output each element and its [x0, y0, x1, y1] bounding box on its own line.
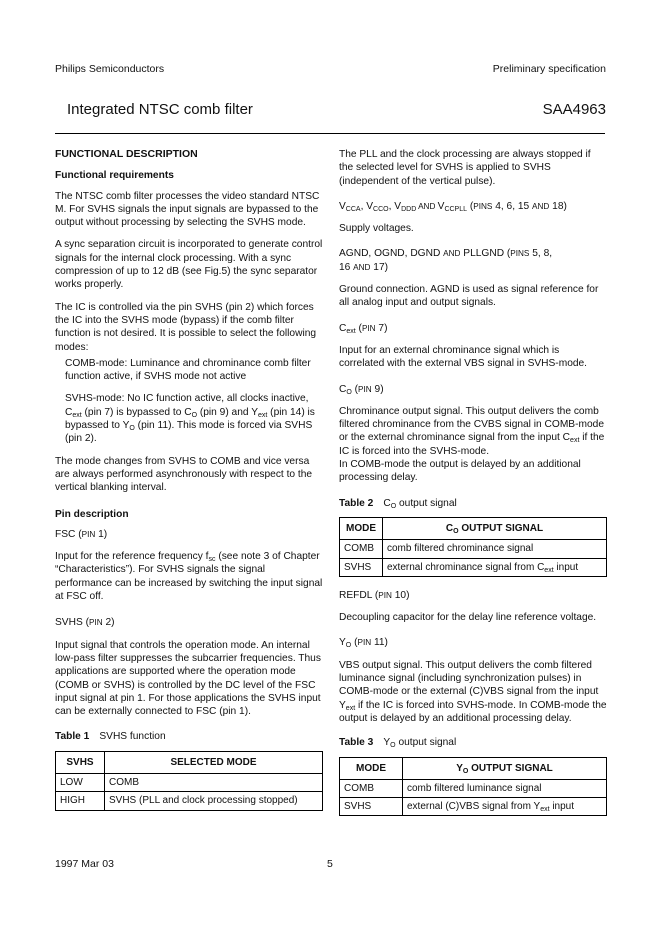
subsection-heading: Functional requirements	[55, 170, 174, 182]
table-cell: SVHS (PLL and clock processing stopped)	[105, 792, 323, 810]
table-cell: COMB	[105, 773, 323, 791]
table-cell: COMB	[340, 779, 403, 797]
table2-caption: Table 2 $C_O$ output signal	[339, 497, 457, 510]
section-heading: FUNCTIONAL DESCRIPTION	[55, 148, 198, 160]
table-cell: external (C)VBS signal from $Y_{ext}$ input	[403, 798, 607, 816]
document-title: Integrated NTSC comb filter	[67, 101, 253, 118]
table-cell: LOW	[56, 773, 105, 791]
paragraph: Input for the reference frequency $f_{sc}$ (see note 3 of Chapter “Characteristics”). For SVHS signals the signal performance can be increased by switching the input signal at FSC off.	[55, 551, 323, 603]
table2	[339, 517, 607, 577]
table-cell: comb filtered luminance signal	[403, 779, 607, 797]
table-cell: SVHS	[340, 798, 403, 816]
paragraph: A sync separation circuit is incorporated to generate control signals for the internal clock processing. With a sync compression of up to 12 dB (see Fig.5) the sync separator works properly.	[55, 239, 323, 291]
table1	[55, 751, 323, 811]
pin-heading-cext: $C_{ext}$ (PIN 7)	[339, 322, 388, 335]
table1-caption: Table 1 SVHS function	[55, 731, 166, 743]
paragraph: The NTSC comb filter processes the video standard NTSC M. For SVHS signals the input signals are bypassed to the output without processing by selecting the SVHS mode.	[55, 190, 320, 229]
table-row	[340, 779, 607, 797]
paragraph: Chrominance output signal. This output delivers the comb filtered chrominance from the CVBS signal in COMB-mode or the external chrominance signal from the input $C_{ext}$ if the IC is forced into the SVHS-mode. In COMB-mode the output is delayed by an additional processing delay.	[339, 405, 605, 484]
page-number: 5	[327, 858, 333, 870]
mode-item-comb: COMB-mode: Luminance and chrominance comb filter function active, if SVHS mode not active	[65, 357, 311, 383]
pin-heading-refdl: REFDL (PIN 10)	[339, 589, 410, 601]
header-rule	[55, 133, 605, 134]
table-row	[340, 558, 607, 576]
table-row	[56, 792, 323, 810]
paragraph: Ground connection. AGND is used as signal reference for all analog input and output signals.	[339, 284, 599, 309]
paragraph: The PLL and the clock processing are always stopped if the selected level for SVHS is applied to SVHS (independent of the vertical pulse).	[339, 149, 591, 187]
paragraph: Decoupling capacitor for the delay line reference voltage.	[339, 612, 597, 624]
paragraph: VBS output signal. This output delivers the comb filtered luminance signal (including synchronization pulses) in COMB-mode or the external (C)VBS signal from the input $Y_{ext}$ if the IC is forced into SVHS-mode. In COMB-mode the output is delayed by an additional processing delay.	[339, 659, 607, 724]
pin-heading-gnd: AGND, OGND, DGND AND PLLGND (PINS 5, 8, 16 AND 17)	[339, 248, 553, 273]
table-cell: SVHS	[340, 558, 383, 576]
table-cell: HIGH	[56, 792, 105, 810]
part-number: SAA4963	[542, 101, 606, 118]
table-header: $Y_O$ OUTPUT SIGNAL	[403, 757, 607, 779]
table-header: MODE	[340, 517, 383, 539]
document-status: Preliminary specification	[492, 63, 606, 75]
table-row	[340, 540, 607, 558]
table3	[339, 757, 607, 817]
table-cell: COMB	[340, 540, 383, 558]
pin-heading-vcc: $V_{CCA}$, $V_{CCO}$, $V_{DDD}$ AND $V_{CCPLL}$ (PINS 4, 6, 15 AND 18)	[339, 200, 567, 213]
paragraph: The IC is controlled via the pin SVHS (pin 2) which forces the IC into the SVHS mode (bypass) if the comb filter function is not desired. It is possible to select the following modes:	[55, 301, 317, 353]
paragraph: Supply voltages.	[339, 223, 414, 235]
pin-heading-yo: $Y_O$ (PIN 11)	[339, 637, 388, 650]
table-cell: external chrominance signal from $C_{ext}$ input	[383, 558, 607, 576]
table-row	[56, 773, 323, 791]
table-cell: comb filtered chrominance signal	[383, 540, 607, 558]
table-header: SVHS	[56, 751, 105, 773]
mode-item-svhs: SVHS-mode: No IC function active, all clocks inactive, $C_{ext}$ (pin 7) is bypassed to $C_O$ (pin 9) and $Y_{ext}$ (pin 14) is bypassed to $Y_O$ (pin 11). This mode is forced via SVHS (pin 2).	[65, 393, 315, 445]
paragraph: Input signal that controls the operation mode. An internal low-pass filter suppresses the subcarrier frequencies. Thus applications are supported where the operation mode (COMB or SVHS) is controlled by the DC level of the FSC input signal at pin 1. For those applications the SVHS input can be externally connected to FSC (pin 1).	[55, 639, 321, 718]
right-column	[339, 148, 607, 816]
pin-heading-svhs: SVHS (PIN 2)	[55, 617, 115, 629]
pin-description-heading: Pin description	[55, 508, 129, 520]
table-row	[340, 798, 607, 816]
paragraph: Input for an external chrominance signal which is correlated with the external VBS signal in SVHS-mode.	[339, 344, 588, 370]
company-name: Philips Semiconductors	[55, 63, 165, 75]
table3-caption: Table 3 $Y_O$ output signal	[339, 737, 457, 750]
pin-heading-fsc: FSC (PIN 1)	[55, 528, 108, 540]
table-header: $C_O$ OUTPUT SIGNAL	[383, 517, 607, 539]
paragraph: The mode changes from SVHS to COMB and vice versa are always performed asynchronously with respect to the vertical blanking interval.	[55, 455, 313, 494]
pin-heading-co: $C_O$ (PIN 9)	[339, 383, 384, 396]
left-column	[55, 148, 323, 811]
table-header: MODE	[340, 757, 403, 779]
footer-date: 1997 Mar 03	[55, 858, 114, 870]
table-header: SELECTED MODE	[105, 751, 323, 773]
